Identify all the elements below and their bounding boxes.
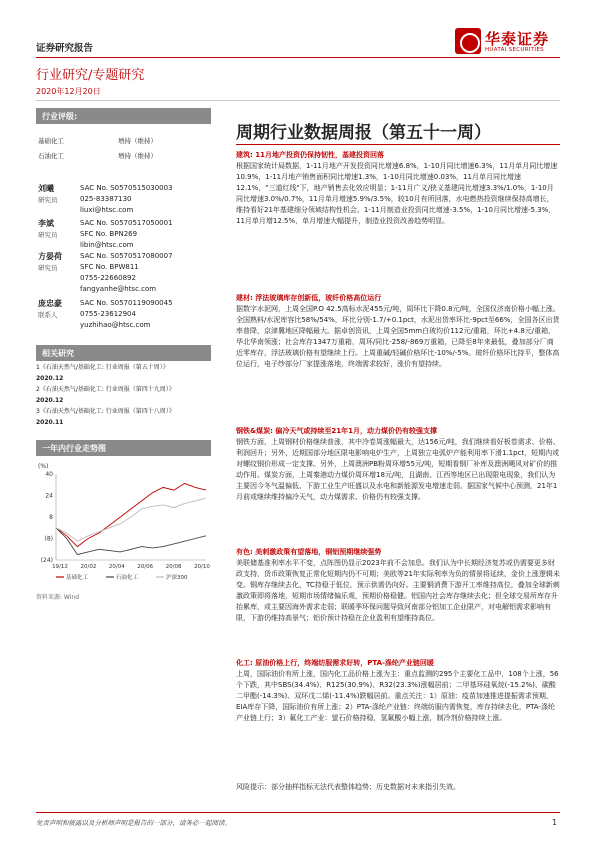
related-title: 相关研究 (36, 345, 211, 361)
title-divider (236, 144, 560, 145)
analyst-email[interactable]: yuzhihao@htsc.com (80, 321, 151, 329)
header-divider (36, 57, 560, 58)
footer-divider (36, 812, 560, 813)
section-body: 根据国家统计局数据，1-11月地产开发投资同比增速6.8%，1-10月同比增速6.3%，11月单月同比增速10.9%，1-11月地产销售面积同比增速1.3%，1-10月同比增速0.03%，11月单月同比增速12.1%，"三道红线"下，地产销售去化效应明显；1-11月广义/狭义基建同比增速3.3%/1.0%，1-10月同比增速3.0%/0.7%，11月单月增速5.9%/3.5%，较10月有所回落，水电燃热投资继续保持高增长，维持看好21年基建细分领域结构性机会。1-11月制造业投资同比增速-3.5%，1-10月同比增速-5.3%，11月单月增12.5%，单月增速大幅提升，制造业投资改善趋势明显。 (236, 162, 558, 225)
y-tick-label: 24 (45, 492, 53, 500)
legend-label: 基础化工 (66, 575, 89, 581)
rating-row (36, 136, 211, 145)
rating-sector: 石油化工 (38, 152, 64, 160)
rating-title: 行业评级: (36, 108, 211, 124)
chart-source: 资料来源: Wind (36, 594, 80, 601)
y-tick-label: 40 (45, 471, 53, 478)
footer-disclaimer: 免责声明和披露以及分析师声明是报告的一部分，请务必一起阅读。 (36, 819, 231, 827)
x-tick-label: 20/02 (80, 564, 97, 570)
section-heading: 建筑: 11月地产投资仍保持韧性，基建投资回落 (236, 151, 384, 159)
sidebar (36, 108, 211, 160)
chart-title: 一年内行业走势图 (36, 440, 211, 456)
section-nonferrous (236, 547, 560, 624)
legend-label: 沪深300 (166, 575, 188, 581)
analyst-info: SAC No. S0570515030003 (80, 184, 173, 192)
section-body: 据数字水泥网，上周全国P.O 42.5高标水泥455元/吨，周环比下降0.8元/吨，全国仅济南价格小幅上涨。全国熟料/水泥库容比58%/54%，环比分别-1.7/+0.1pct，水泥出货率环比-9pct至66%，全国各区出货率普降，京津冀地区降幅最大。据卓创资讯，上周全国5mm白玻均价112元/重箱，环比+4.8元/重箱，华北华南领涨；社会库存1347万重箱，周环/同比-258/-869万重箱，已降至8年来最低，叠加部分厂商近零库存，浮法玻璃价格有望继续上行。上周重碱/轻碱价格环比-10%/-5%。玻纤价格环比持平，整体高位运行，电子纱部分厂家提涨落地，终端需求较好，涨价有望持续。 (236, 305, 560, 368)
risk-note: 风险提示：部分抽样指标无法代表整体趋势；历史数据对未来指引失效。 (236, 783, 460, 791)
analyst-info: 0755-22660892 (80, 274, 136, 282)
x-tick-label: 20/04 (108, 564, 125, 570)
analyst-name: 方晏荷 (38, 251, 62, 261)
report-date: 2020年12月20日 (36, 87, 101, 96)
y-tick-label: (24) (40, 557, 53, 564)
series-line (56, 498, 206, 541)
section-heading: 有色: 美刺激政策有望落地，铜铝预期继续强势 (236, 548, 382, 556)
analyst-info: SFC No. BPW811 (80, 263, 139, 271)
series-line (56, 483, 206, 546)
section-chemical (236, 658, 560, 724)
x-tick-label: 20/10 (194, 564, 210, 570)
page-number: 1 (552, 818, 558, 827)
rating-sector: 基础化工 (38, 137, 64, 145)
analyst-email[interactable]: fangyanhe@htsc.com (80, 285, 157, 293)
related-date: 2020.11 (36, 419, 64, 426)
analyst-role: 研究员 (38, 264, 58, 272)
analyst-name: 李斌 (38, 218, 54, 228)
section-body: 上周，国际油价有所上涨，国内化工品价格上涨为主：重点监测的295个主要化工品中，108个上涨，56个下跌，其中SBS(34.4%)、R125(30.9%)、R32(23.3%)涨幅居前；二甲基环硅氧烷(-15.2%)、碳酸二甲酯(-14.3%)、双环戊二烯(-11.4%)跌幅居前。重点关注：1）原油：疫苗加速推进提振需求预期，EIA库存下降，国际油价有所上涨；2）PTA-涤纶产业链：终端纺服内需恢复，库存持续去化，PTA-涤纶产业链上行；3）氟化工产业：萤石价格持稳，氢氟酸小幅上涨，制冷剂价格持续上涨。 (236, 670, 559, 722)
analyst-role: 联系人 (38, 311, 58, 319)
logo-en: HUATAI SECURITIES (485, 47, 544, 53)
section-building-materials (236, 293, 560, 370)
y-unit-label: (%) (38, 463, 49, 470)
section-body: 美联储基准利率水平不变，点阵图仍显示2023年前不会加息。我们认为中长期经济复苏或仍需要更多财政支持，货币政策恢复正常化短期内仍不可期；美欧等21年实际利率为负的情景将延续，金价上涨逻辑未变。铜库存继续去化，TC持稳于低位，预示供需仍向好。主要铜消费下游开工率维持高位，叠加全球新刺激政策即将落地，短期市场情绪偏乐观，预期价格稳健。铝国内社会库存继续去化；但全球交易所库存升抬累库，或主要因海外需求走弱；联暖季环保问题导致河南部分铝加工企业限产，对电解铝需求影响有限，下游仍维持高景气；铝价预计持稳在企业盈利有望维持高位。 (236, 559, 560, 622)
header-divider-2 (36, 100, 560, 101)
analyst-info: 0755-23612904 (80, 310, 136, 318)
section-heading: 化工: 原油价格上行，终端纺服需求好转，PTA-涤纶产业链回暖 (236, 659, 434, 667)
related-list (36, 362, 211, 428)
analyst-email[interactable]: liuxi@htsc.com (80, 206, 134, 214)
series-line (56, 528, 206, 555)
report-type: 证券研究报告 (36, 43, 94, 54)
section-heading: 钢铁&煤炭: 偏冷天气或持续至21年1月，动力煤价仍有较强支撑 (236, 427, 437, 435)
analyst-info: 025-83387130 (80, 195, 132, 203)
analyst-role: 研究员 (38, 231, 58, 239)
x-tick-label: 20/06 (137, 564, 154, 570)
legend-label: 石油化工 (116, 575, 139, 581)
x-tick-label: 19/12 (52, 564, 68, 570)
related-item[interactable]: 1《石油天然气/基础化工: 行业周报（第五十周）》 (36, 364, 169, 371)
analyst-role: 研究员 (38, 196, 58, 204)
section-construction (236, 150, 560, 227)
report-category: 行业研究/专题研究 (36, 68, 145, 83)
related-item[interactable]: 2《石油天然气/基础化工: 行业周报（第四十九周）》 (36, 386, 175, 393)
related-date: 2020.12 (36, 375, 64, 382)
logo-mark-icon (455, 28, 481, 54)
logo-cn: 华泰证券 (485, 30, 550, 48)
section-heading: 建材: 浮法玻璃库存创新低，玻纤价格高位运行 (236, 294, 382, 302)
analyst-name: 庞忠豪 (38, 298, 62, 308)
y-tick-label: 8 (49, 514, 53, 521)
related-item[interactable]: 3《石油天然气/基础化工: 行业周报（第四十八周）》 (36, 408, 175, 415)
analyst-email[interactable]: libin@htsc.com (80, 241, 134, 249)
analyst-name: 刘曦 (38, 183, 54, 193)
page-title: 周期行业数据周报（第五十一周） (236, 123, 491, 143)
rating-value: 增持（维持） (118, 137, 157, 145)
rating-value: 增持（维持） (118, 152, 157, 160)
industry-trend-chart (36, 460, 211, 585)
rating-row (36, 151, 211, 160)
related-date: 2020.12 (36, 397, 64, 404)
y-tick-label: (8) (44, 535, 53, 543)
x-tick-label: 20/08 (165, 564, 182, 570)
section-body: 钢铁方面，上周钢材价格继续普涨，其中冷卷周涨幅最大，达156元/吨，我们继续看好板卷需求、价格、利润回升；另外，近期国部分地区限电影响电炉生产，上周独立电弧炉产能利用率下滑1.1pct，短期内或对螺纹钢价形成一定支撑。另外，上周澳洲PB粉周环增55元/吨，短期看钢厂补库及澳洲飓风对矿价的推动作用。煤炭方面，上周秦港动力煤价周环增18元/吨，且湖南、江西等地区已出现限电现象，我们认为主要因今冬气温偏低、下游工业生产旺盛以及水电和新能源发电增速走弱。据国家气候中心预测，21年1月前或继续维持偏冷天气，动力煤需求、价格仍有较强支撑。 (236, 438, 560, 501)
analyst-info: SFC No. BPN269 (80, 230, 138, 238)
analyst-info: SAC No. S0570119090045 (80, 299, 173, 307)
analyst-info: SAC No. S0570517080007 (80, 252, 173, 260)
analyst-info: SAC No. S0570517050001 (80, 219, 173, 227)
section-steel-coal (236, 426, 560, 503)
